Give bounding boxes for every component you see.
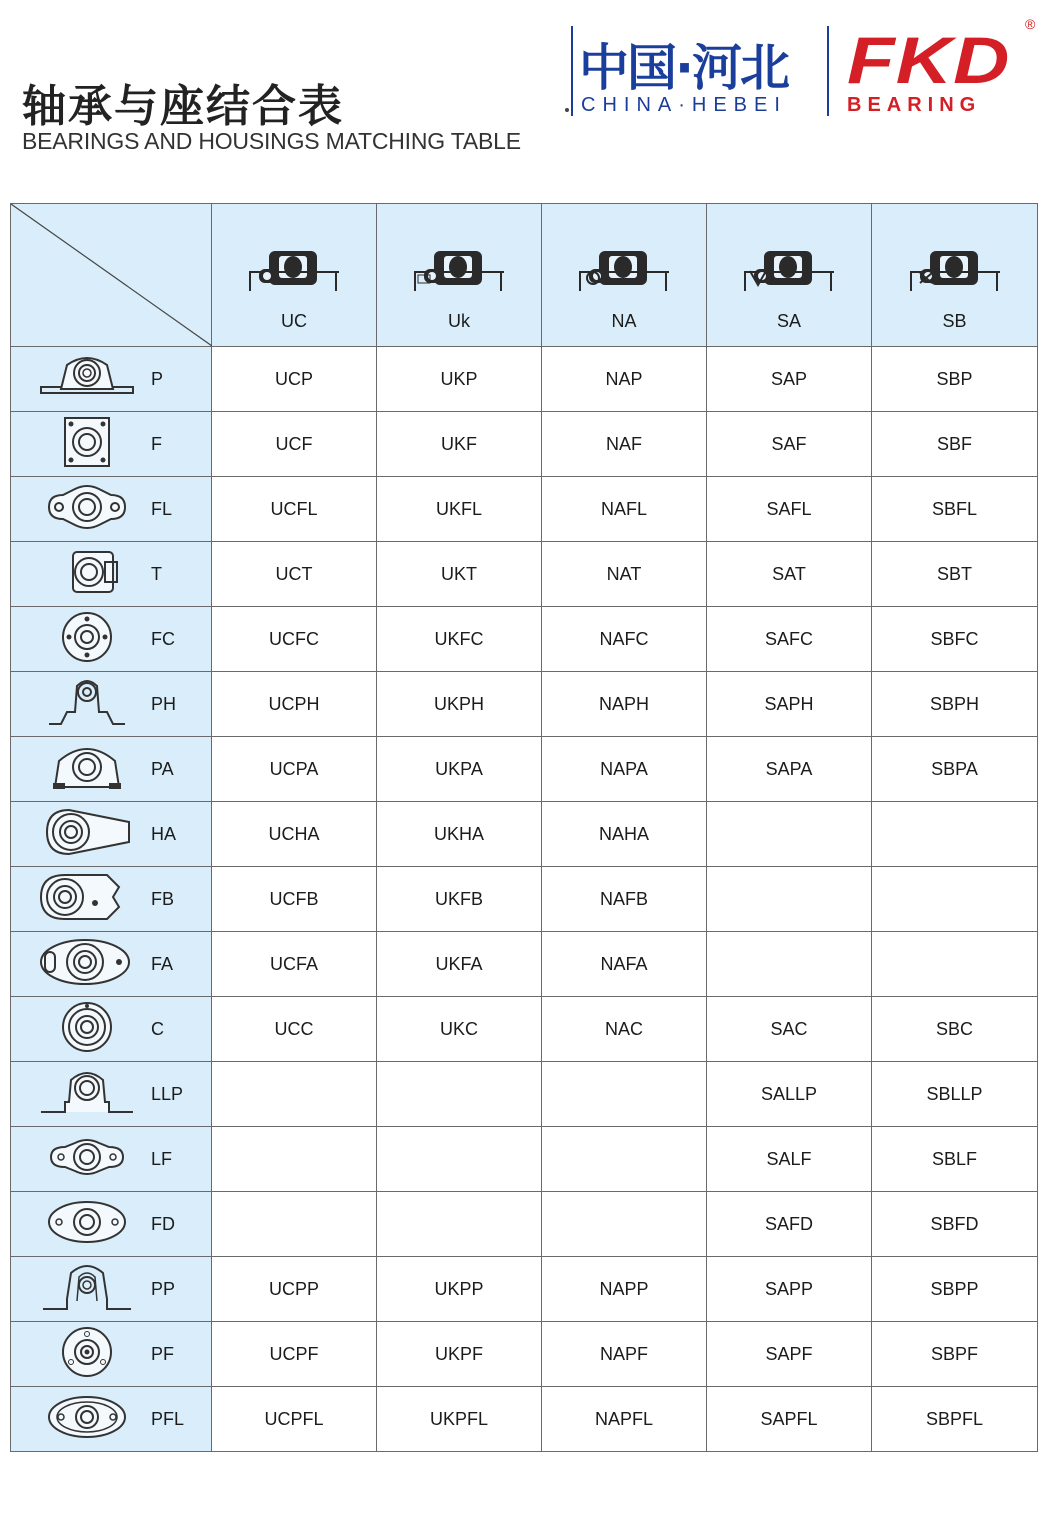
row-label: FA [151,954,174,974]
table-cell: SAPF [707,1322,872,1387]
table-row [11,347,1038,412]
corner-cell [11,204,212,347]
table-cell: UKFL [377,477,542,542]
table-row [11,542,1038,607]
brand-logo [565,16,1045,124]
table-cell: UCPF [212,1322,377,1387]
column-header-sa [707,204,872,347]
square-flange-icon [39,416,135,470]
table-row [11,997,1038,1062]
table-cell: SBPF [872,1322,1038,1387]
row-header-pp [11,1257,212,1322]
table-cell: SBFC [872,607,1038,672]
table-cell: SBLF [872,1127,1038,1192]
table-cell: SBFL [872,477,1038,542]
table-row [11,737,1038,802]
table-cell [872,867,1038,932]
row-header-ha [11,802,212,867]
table-cell: UKT [377,542,542,607]
row-label: PF [151,1344,175,1364]
pillow-block-icon [39,351,135,405]
table-cell: UCP [212,347,377,412]
table-cell: SBPP [872,1257,1038,1322]
table-cell: SAPA [707,737,872,802]
table-cell [212,1062,377,1127]
table-cell: UCFB [212,867,377,932]
take-up-icon [39,546,135,600]
row-label: T [151,564,162,584]
table-cell: UCC [212,997,377,1062]
fkd-logo: FKD [847,23,1011,97]
table-cell: NAPFL [542,1387,707,1452]
table-cell: UKFC [377,607,542,672]
table-cell: UKPH [377,672,542,737]
china-hebei-subtitle: CHINA·HEBEI [581,94,787,116]
na-insert-bearing-icon [579,245,669,293]
oval-flange-icon [39,481,135,535]
row-label: P [151,369,164,389]
row-label: C [151,1019,164,1039]
row-label: F [151,434,162,454]
table-cell: UKPA [377,737,542,802]
table-cell: UCPFL [212,1387,377,1452]
row-header-pf [11,1322,212,1387]
page-title-chinese: 轴承与座结合表 [22,81,344,132]
row-label: PFL [151,1409,185,1429]
table-cell: UCF [212,412,377,477]
row-header-p [11,347,212,412]
table-cell: SBT [872,542,1038,607]
column-label: SB [942,310,967,331]
table-row [11,1127,1038,1192]
table-cell: UKPP [377,1257,542,1322]
column-label: NA [611,310,637,331]
table-cell [707,867,872,932]
uk-insert-bearing-icon [414,245,504,293]
table-cell: UKF [377,412,542,477]
table-cell: SBP [872,347,1038,412]
table-row [11,1062,1038,1127]
table-cell: NAFA [542,932,707,997]
column-header-uc [212,204,377,347]
sa-insert-bearing-icon [744,245,834,293]
table-cell: SAPH [707,672,872,737]
light-oval-flange-icon [39,1196,135,1250]
round-flange-icon [39,611,135,665]
table-cell [542,1062,707,1127]
row-header-pfl [11,1387,212,1452]
row-label: FC [151,629,175,649]
row-header-pa [11,737,212,802]
table-cell: SBPH [872,672,1038,737]
uc-insert-bearing-icon [249,245,339,293]
table-cell: NAFB [542,867,707,932]
table-row [11,477,1038,542]
table-row [11,412,1038,477]
row-header-fd [11,1192,212,1257]
table-cell [377,1192,542,1257]
table-cell: SBPFL [872,1387,1038,1452]
table-cell: UKFA [377,932,542,997]
table-cell: SBC [872,997,1038,1062]
table-cell: UCFC [212,607,377,672]
logo-divider-left [571,26,573,116]
triangle-flange-icon [39,871,135,925]
table-cell [377,1127,542,1192]
table-cell: SBLLP [872,1062,1038,1127]
table-cell [212,1192,377,1257]
table-row [11,802,1038,867]
table-cell: UKPFL [377,1387,542,1452]
row-label: PH [151,694,177,714]
table-row [11,1387,1038,1452]
table-cell: NAFC [542,607,707,672]
table-cell: NAPP [542,1257,707,1322]
row-label: PP [151,1279,176,1299]
table-cell: NAPF [542,1322,707,1387]
china-hebei-logo: 中国·河北 [579,39,788,97]
table-cell: NAFL [542,477,707,542]
table-cell: NAC [542,997,707,1062]
header-row [11,204,1038,347]
table-cell: SALF [707,1127,872,1192]
table-cell: SALLP [707,1062,872,1127]
table-cell: UKPF [377,1322,542,1387]
table-cell: NAF [542,412,707,477]
sb-insert-bearing-icon [910,245,1000,293]
row-label: LLP [151,1084,184,1104]
tapped-base-pillow-icon [39,741,135,795]
table-cell: UCPP [212,1257,377,1322]
page-title-english: BEARINGS AND HOUSINGS MATCHING TABLE [22,128,521,154]
table-cell: UKHA [377,802,542,867]
column-header-uk [377,204,542,347]
table-cell [872,802,1038,867]
table-row [11,1192,1038,1257]
row-header-lf [11,1127,212,1192]
table-cell: NAPH [542,672,707,737]
table-cell: NAT [542,542,707,607]
column-header-sb [872,204,1038,347]
table-cell [542,1192,707,1257]
table-cell: UCFL [212,477,377,542]
row-label: PA [151,759,174,779]
row-label: LF [151,1149,173,1169]
table-cell: UCT [212,542,377,607]
row-label: FB [151,889,175,909]
table-cell [707,802,872,867]
row-header-fa [11,932,212,997]
table-row [11,672,1038,737]
table-cell [542,1127,707,1192]
pressed-steel-pillow-icon [39,1261,135,1315]
table-cell: SAC [707,997,872,1062]
table-cell: UCHA [212,802,377,867]
column-header-na [542,204,707,347]
row-header-f [11,412,212,477]
table-cell: SAFD [707,1192,872,1257]
row-label: FL [151,499,173,519]
column-label: SA [776,310,801,331]
table-cell: SAF [707,412,872,477]
pressed-steel-oval-flange-icon [39,1391,135,1445]
table-cell: NAPA [542,737,707,802]
fkd-bearing-subtitle: BEARING [847,94,982,116]
row-header-ph [11,672,212,737]
matching-table [10,203,1038,1452]
table-cell: NAHA [542,802,707,867]
adjustable-flange-icon [39,936,135,990]
row-header-fl [11,477,212,542]
table-row [11,867,1038,932]
row-header-t [11,542,212,607]
table-cell [707,932,872,997]
row-label: HA [151,824,177,844]
table-row [11,607,1038,672]
table-cell: UCFA [212,932,377,997]
table-cell: SAPFL [707,1387,872,1452]
light-pillow-block-icon [39,1066,135,1120]
logo-divider-right [827,26,829,116]
diagonal-divider [11,204,212,346]
logo-dot [565,108,569,112]
high-pillow-block-icon [39,676,135,730]
table-cell: UCPA [212,737,377,802]
table-cell [872,932,1038,997]
table-cell: UKC [377,997,542,1062]
table-cell: SAPP [707,1257,872,1322]
pressed-steel-flange-icon [39,1326,135,1380]
row-header-llp [11,1062,212,1127]
row-header-c [11,997,212,1062]
table-cell: SBF [872,412,1038,477]
table-cell [377,1062,542,1127]
table-cell: SBPA [872,737,1038,802]
table-cell: UCPH [212,672,377,737]
table-cell: SAP [707,347,872,412]
table-cell: NAP [542,347,707,412]
row-header-fc [11,607,212,672]
row-header-fb [11,867,212,932]
table-cell [212,1127,377,1192]
table-row [11,932,1038,997]
table-cell: UKFB [377,867,542,932]
cartridge-icon [39,1001,135,1055]
table-cell: SBFD [872,1192,1038,1257]
table-cell: SAT [707,542,872,607]
hanger-icon [39,806,135,860]
table-cell: UKP [377,347,542,412]
table-cell: SAFL [707,477,872,542]
table-cell: SAFC [707,607,872,672]
light-flange-icon [39,1131,135,1185]
column-label: UC [281,310,307,331]
registered-mark: ® [1025,16,1036,32]
table-row [11,1322,1038,1387]
table-row [11,1257,1038,1322]
column-label: Uk [448,310,470,331]
row-label: FD [151,1214,175,1234]
